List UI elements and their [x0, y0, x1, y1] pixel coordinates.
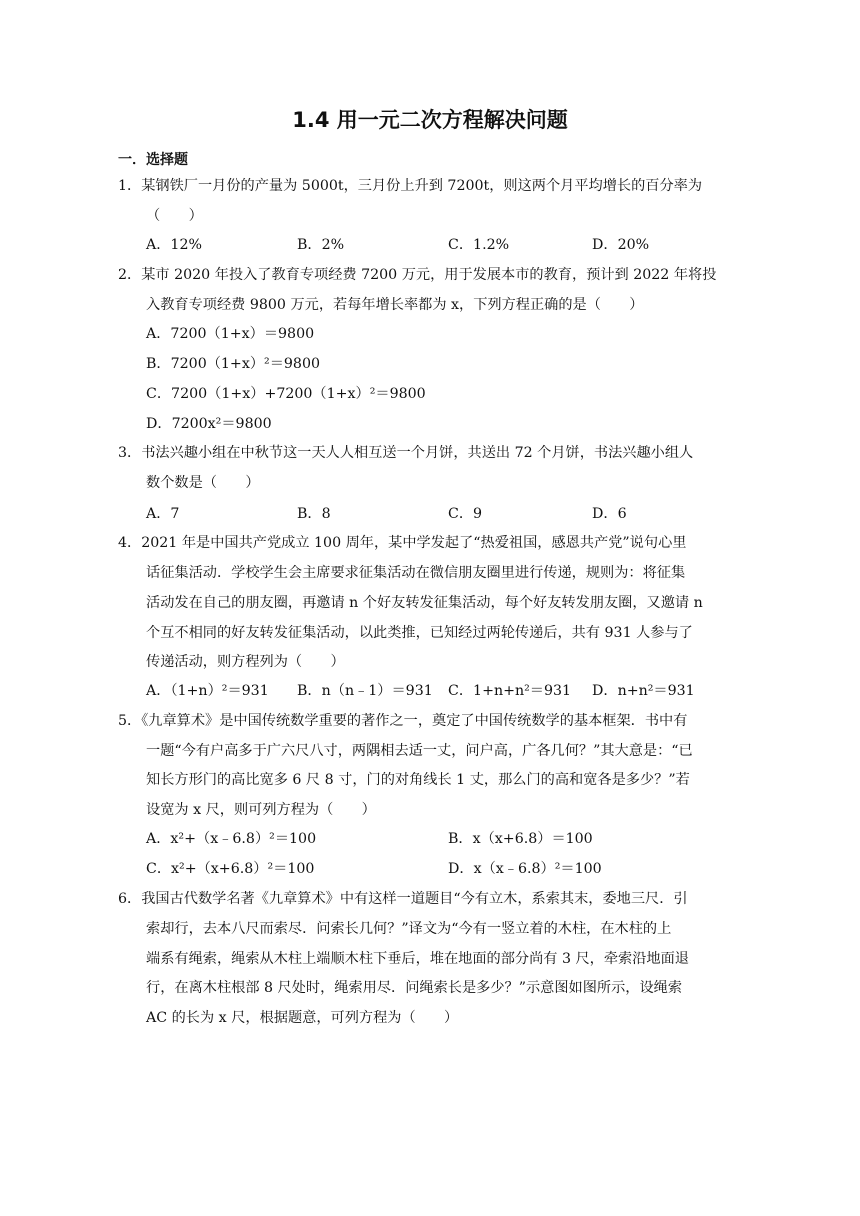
question-5-option-c: C．x²+（x+6.8）²＝100	[146, 861, 315, 877]
question-4-line-3: 活动发在自己的朋友圈，再邀请 n 个好友转发征集活动，每个好友转发朋友圈，又邀请 n	[146, 595, 703, 611]
question-1-option-a: A．12%	[146, 237, 202, 253]
question-3-option-a: A．7	[146, 506, 180, 522]
question-1-option-b: B．2%	[297, 237, 345, 253]
question-2-option-d: D．7200x²＝9800	[146, 416, 272, 432]
question-2-option-b: B．7200（1+x）²＝9800	[146, 356, 320, 372]
question-5-line-1: 5．《九章算术》是中国传统数学重要的著作之一，奠定了中国传统数学的基本框架．书中有	[118, 713, 688, 729]
page-title: 1.4 用一元二次方程解决问题	[292, 108, 568, 132]
question-5-line-4: 设宽为 x 尺，则可列方程为（ ）	[146, 802, 376, 818]
question-1-option-d: D．20%	[592, 237, 650, 253]
question-4-line-1: 4．2021 年是中国共产党成立 100 周年，某中学发起了“热爱祖国，感恩共产党”说句心里	[118, 535, 687, 551]
question-1-option-c: C．1.2%	[448, 237, 510, 253]
question-4-line-4: 个互不相同的好友转发征集活动，以此类推，已知经过两轮传递后，共有 931 人参与了	[146, 625, 693, 641]
question-4-option-d: D．n+n²＝931	[592, 683, 695, 699]
question-4-option-c: C．1+n+n²＝931	[448, 683, 572, 699]
question-3-line-1: 3．书法兴趣小组在中秋节这一天人人相互送一个月饼，共送出 72 个月饼，书法兴趣小组人	[118, 445, 694, 461]
question-5-line-2: 一题“今有户高多于广六尺八寸，两隅相去适一丈，问户高，广各几何？”其大意是：“已	[146, 743, 693, 759]
question-3-option-d: D．6	[592, 506, 627, 522]
question-2-line-1: 2．某市 2020 年投入了教育专项经费 7200 万元，用于发展本市的教育，预计到 2022 年将投	[118, 267, 717, 283]
question-5-option-b: B．x（x+6.8）＝100	[448, 831, 593, 847]
question-4-line-5: 传递活动，则方程列为（ ）	[146, 654, 345, 670]
question-3-option-b: B．8	[297, 506, 331, 522]
section-heading: 一．选择题	[118, 152, 188, 168]
question-4-line-2: 话征集活动．学校学生会主席要求征集活动在微信朋友圈里进行传递，规则为：将征集	[146, 565, 686, 581]
question-3-line-2: 数个数是（ ）	[146, 475, 260, 491]
question-4-option-b: B．n（n﹣1）＝931	[297, 683, 433, 699]
question-2-option-c: C．7200（1+x）+7200（1+x）²＝9800	[146, 386, 426, 402]
question-5-option-a: A．x²+（x﹣6.8）²＝100	[146, 831, 317, 847]
question-1-line-1: 1．某钢铁厂一月份的产量为 5000t，三月份上升到 7200t，则这两个月平均增长的百分率为	[118, 178, 703, 194]
question-2-line-2: 入教育专项经费 9800 万元，若每年增长率都为 x，下列方程正确的是（ ）	[146, 297, 644, 313]
question-6-line-5: AC 的长为 x 尺，根据题意，可列方程为（ ）	[146, 1010, 459, 1026]
question-2-option-a: A．7200（1+x）＝9800	[146, 326, 315, 342]
question-5-line-3: 知长方形门的高比宽多 6 尺 8 寸，门的对角线长 1 丈，那么门的高和宽各是多少？”若	[146, 772, 690, 788]
question-6-line-4: 行，在离木柱根部 8 尺处时，绳索用尽．问绳索长是多少？”示意图如图所示，设绳索	[146, 980, 683, 996]
question-6-line-2: 索却行，去本八尺而索尽．问索长几何？”译文为“今有一竖立着的木柱，在木柱的上	[146, 921, 672, 937]
question-3-option-c: C．9	[448, 506, 483, 522]
question-6-line-1: 6．我国古代数学名著《九章算术》中有这样一道题目“今有立木，系索其末，委地三尺．引	[118, 891, 688, 907]
question-1-line-2: （ ）	[146, 208, 203, 224]
question-4-option-a: A．（1+n）²＝931	[146, 683, 269, 699]
question-6-line-3: 端系有绳索，绳索从木柱上端顺木柱下垂后，堆在地面的部分尚有 3 尺，牵索沿地面退	[146, 951, 689, 967]
question-5-option-d: D．x（x﹣6.8）²＝100	[448, 861, 602, 877]
